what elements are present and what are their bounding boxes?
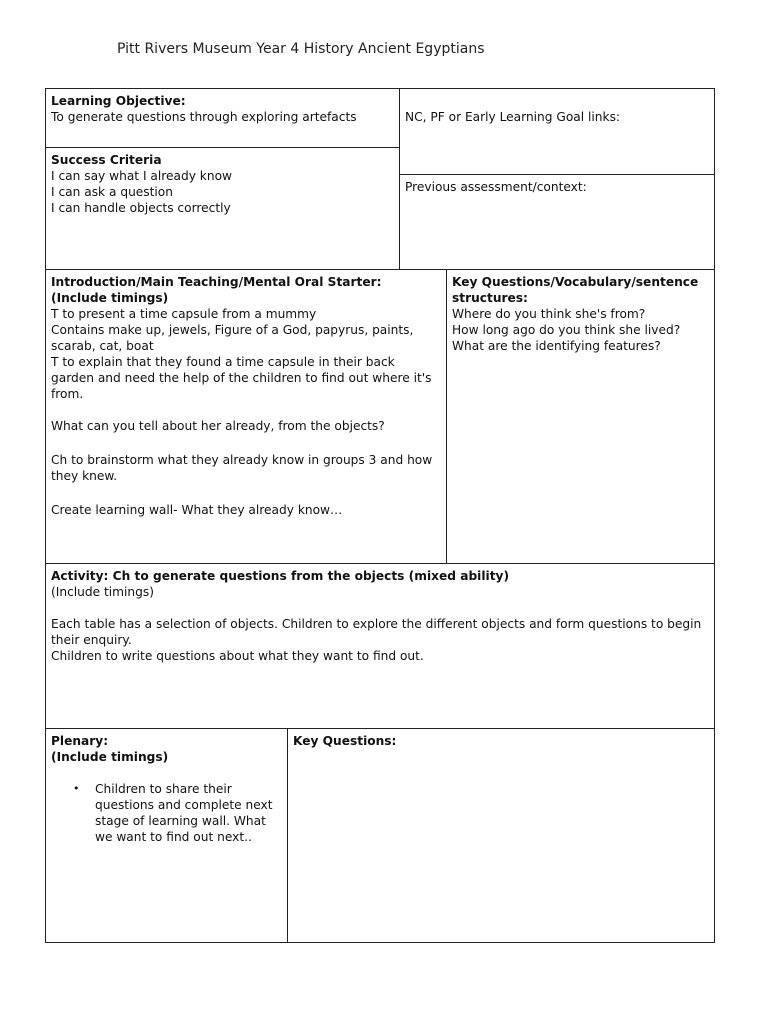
introduction-line: Contains make up, jewels, Figure of a God, papyrus, paints, scarab, cat, boat	[51, 323, 414, 353]
key-questions-heading: Key Questions:	[293, 734, 397, 748]
introduction-learning-wall: Create learning wall- What they already know…	[51, 503, 343, 517]
introduction-question: What can you tell about her already, from the objects?	[51, 419, 385, 433]
activity-heading: Activity: Ch to generate questions from the objects (mixed ability)	[51, 569, 510, 583]
success-criteria-item: I can ask a question	[51, 185, 173, 199]
plenary-bullet: • Children to share their questions and complete next stage of learning wall. What we want to find out next..	[73, 781, 285, 845]
learning-objective-heading: Learning Objective:	[51, 94, 186, 108]
key-question-item: What are the identifying features?	[452, 339, 661, 353]
learning-objective-text: To generate questions through exploring artefacts	[51, 110, 357, 124]
introduction-timings: (Include timings)	[51, 291, 169, 305]
activity-cell	[45, 563, 715, 729]
activity-paragraph: Each table has a selection of objects. Children to explore the different objects and form questions to begin their enquiry.	[51, 617, 702, 647]
success-criteria-item: I can handle objects correctly	[51, 201, 231, 215]
key-questions-vocab-cell	[446, 269, 715, 564]
success-criteria-item: I can say what I already know	[51, 169, 233, 183]
key-question-item: How long ago do you think she lived?	[452, 323, 681, 337]
activity-paragraph: Children to write questions about what they want to find out.	[51, 649, 424, 663]
page-title: Pitt Rivers Museum Year 4 History Ancient Egyptians	[117, 41, 485, 57]
introduction-cell	[45, 269, 447, 564]
introduction-line: T to explain that they found a time capsule in their back garden and need the help of the children to find out where it's from.	[51, 355, 432, 401]
success-criteria-cell	[45, 147, 400, 270]
plenary-heading: Plenary:	[51, 734, 109, 748]
nc-links-cell	[399, 88, 715, 175]
success-criteria-heading: Success Criteria	[51, 153, 162, 167]
previous-assessment-cell	[399, 174, 715, 270]
learning-objective-cell	[45, 88, 400, 148]
key-questions-vocab-heading: Key Questions/Vocabulary/sentence structures:	[452, 275, 699, 305]
introduction-heading: Introduction/Main Teaching/Mental Oral Starter:	[51, 275, 382, 289]
activity-timings: (Include timings)	[51, 585, 154, 599]
plenary-cell	[45, 728, 288, 943]
introduction-line: T to present a time capsule from a mummy	[51, 307, 317, 321]
introduction-brainstorm: Ch to brainstorm what they already know in groups 3 and how they knew.	[51, 453, 433, 483]
plenary-bullet-list	[51, 781, 282, 845]
plenary-timings: (Include timings)	[51, 750, 169, 764]
key-question-item: Where do you think she's from?	[452, 307, 646, 321]
key-questions-cell	[287, 728, 715, 943]
nc-links-label: NC, PF or Early Learning Goal links:	[405, 110, 621, 124]
previous-assessment-label: Previous assessment/context:	[405, 180, 587, 194]
